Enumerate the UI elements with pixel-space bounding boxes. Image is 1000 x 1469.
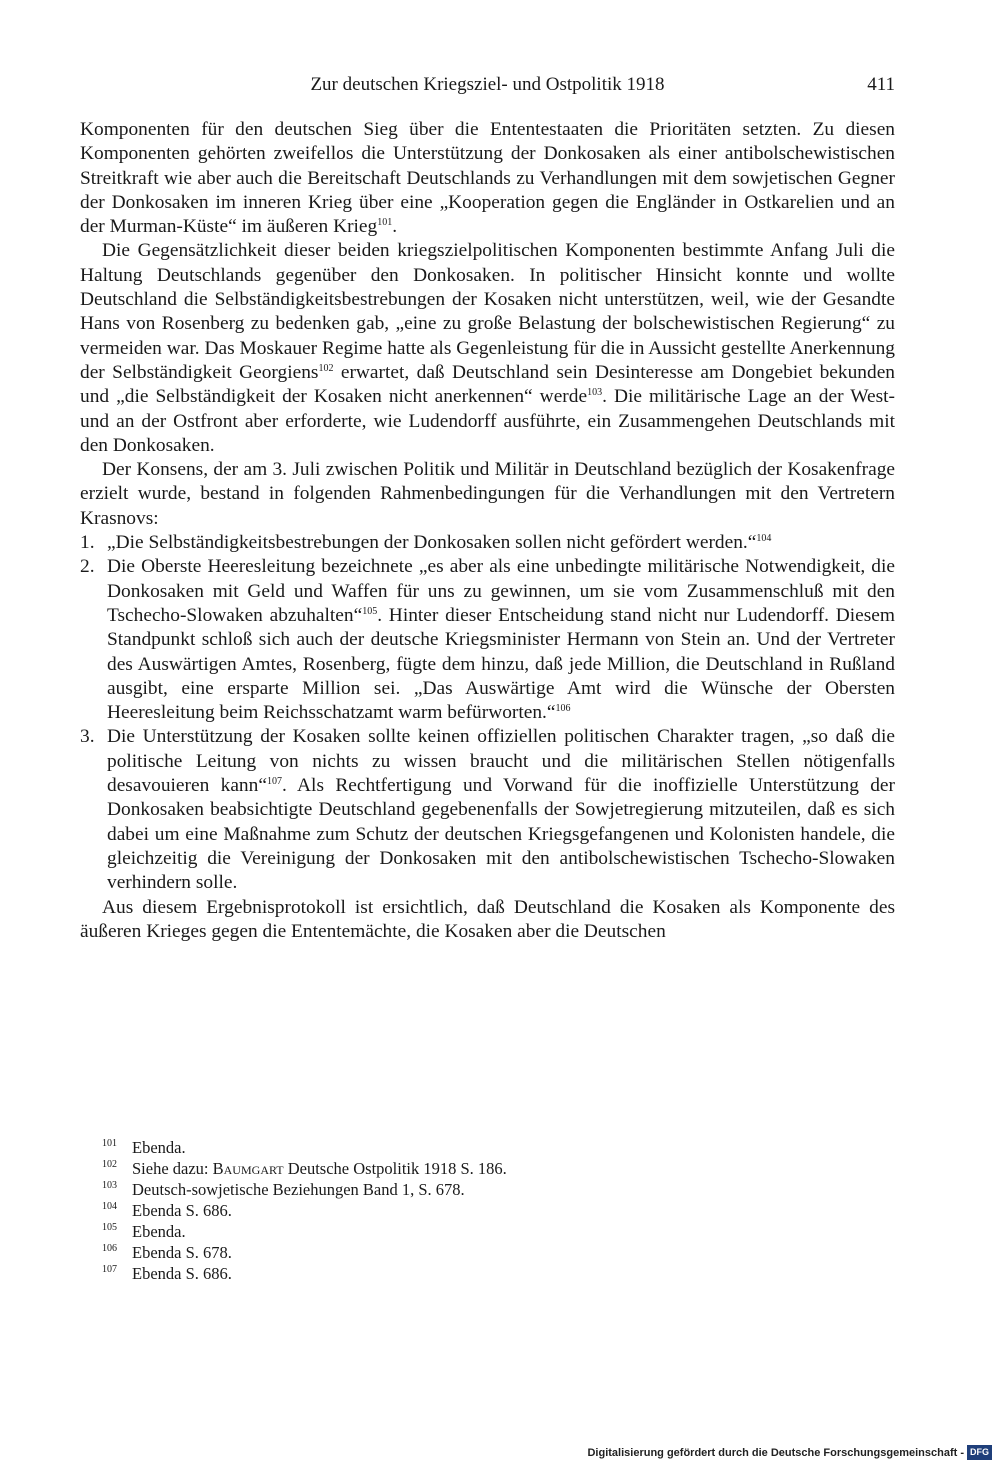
footnote-number: 103: [102, 1180, 117, 1191]
footnote-text: Ebenda S. 686.: [132, 1201, 232, 1220]
paragraph-text: Die Gegensätzlichkeit dieser beiden kriegszielpolitischen Komponenten bestimmte Anfang Juli die Haltung Deutschlands gegenüber den Donkosaken. In politischer Hinsicht konnte und wollte Deutschland die Selbständigkeitsbestrebungen der Kosaken nicht unterstützen, weil, wie der Gesandte Hans von Rosenberg zu bedenken gab, „eine zu große Belastung der bolschewistischen Regierung“ zu vermeiden war. Das Moskauer Regime hatte als Gegenleistung für die in Aussicht gestellte Anerkennung der Selbständigkeit Georgiens: [80, 240, 895, 383]
footnote-ref-106[interactable]: 106: [555, 703, 571, 715]
footnote-104: [102, 1200, 802, 1221]
footnote-text: Ebenda S. 678.: [132, 1243, 232, 1262]
paragraph-text: . Die militärische Lage an der West- und an der Ostfront aber erforderte, wie Ludendorff ausführte, ein Zusammengehen Deutschlands mit den Donkosaken.: [80, 386, 895, 456]
footnote-ref-107[interactable]: 107: [266, 776, 282, 788]
list-text: . Hinter dieser Entscheidung stand nicht nur Ludendorff. Diesem Standpunkt schloß sich auch der deutsche Kriegsminister Hermann von Stein an. Und der Vertreter des Auswärtigen Amtes, Rosenberg, fügte dem hinzu, daß jede Million, die Deutschland in Rußland ausgibt, eine ersparte Million sei. „Das Auswärtige Amt wird die Wünsche der Obersten Heeresleitung beim Reichsschatzamt warm befürworten.“: [107, 604, 895, 724]
dfg-logo: DFG: [967, 1445, 992, 1460]
paragraph-4: [80, 896, 895, 945]
footnote-text: Ebenda.: [132, 1138, 186, 1157]
footnote-number: 106: [102, 1243, 117, 1254]
paragraph-2: [80, 239, 895, 458]
paragraph-text: Komponenten für den deutschen Sieg über die Ententestaaten die Prioritäten setzten. Zu diesen Komponenten gehörten zweifellos die Unterstützung der Donkosaken als einer antibolschewistischen Streitkraft wie aber auch die Bereitschaft Deutschlands zu Verhandlungen mit dem sowjetischen Gegner der Donkosaken im inneren Krieg über eine „Kooperation gegen die Engländer in Ostkarelien und an der Murman-Küste“ im äußeren Krieg: [80, 119, 895, 238]
footnote-author: Baumgart: [212, 1159, 284, 1178]
footnote-105: [102, 1221, 802, 1242]
conditions-list: [80, 531, 895, 895]
list-number: 1.: [80, 532, 95, 554]
paragraph-text: .: [392, 216, 398, 238]
page-number: 411: [867, 74, 895, 95]
footnote-ref-103[interactable]: 103: [587, 387, 603, 399]
credit-text: Digitalisierung gefördert durch die Deutsche Forschungsgemeinschaft -: [587, 1446, 964, 1459]
footnote-number: 104: [102, 1201, 117, 1212]
footnote-102: [102, 1158, 802, 1179]
footnotes: [102, 1137, 802, 1284]
footnote-text: Siehe dazu:: [132, 1159, 213, 1178]
footnote-106: [102, 1242, 802, 1263]
list-number: 2.: [80, 556, 95, 578]
list-number: 3.: [80, 726, 95, 748]
footnote-text: Ebenda S. 686.: [132, 1264, 232, 1283]
list-item: [80, 531, 895, 555]
list-text: „Die Selbständigkeitsbestrebungen der Donkosaken sollen nicht gefördert werden.“: [107, 532, 757, 554]
footnote-107: [102, 1263, 802, 1284]
footnote-number: 105: [102, 1222, 117, 1233]
digitization-credit: [587, 1445, 992, 1460]
footnote-ref-105[interactable]: 105: [362, 605, 378, 617]
list-item: [80, 725, 895, 895]
footnote-number: 102: [102, 1159, 117, 1170]
paragraph-text: Aus diesem Ergebnisprotokoll ist ersichtlich, daß Deutschland die Kosaken als Komponente des äußeren Krieges gegen die Ententemächte, die Kosaken aber die Deutschen: [80, 896, 895, 942]
footnote-text: Deutsch-sowjetische Beziehungen Band 1, S. 678.: [132, 1180, 465, 1199]
footnote-number: 101: [102, 1138, 117, 1149]
paragraph-1: [80, 118, 895, 239]
footnote-number: 107: [102, 1264, 117, 1275]
footnote-ref-104[interactable]: 104: [756, 533, 772, 545]
footnote-103: [102, 1179, 802, 1200]
paragraph-3: [80, 458, 895, 531]
paragraph-text: Der Konsens, der am 3. Juli zwischen Politik und Militär in Deutschland bezüglich der Kosakenfrage erzielt wurde, bestand in folgenden Rahmenbedingungen für die Verhandlungen mit den Vertretern Krasnovs:: [80, 459, 895, 529]
list-item: [80, 555, 895, 725]
page-header: [80, 70, 895, 100]
footnote-ref-102[interactable]: 102: [318, 362, 334, 374]
paragraph-text: erwartet, daß Deutschland sein Desinteresse am Dongebiet bekunden und „die Selbständigkeit der Kosaken nicht anerkennen“ werde: [80, 361, 895, 408]
footnote-text: Ebenda.: [132, 1222, 186, 1241]
list-text: Die Unterstützung der Kosaken sollte keinen offiziellen politischen Charakter tragen, „so daß die politische Leitung von nichts zu wissen braucht und die militärischen Stellen nötigenfalls desavouieren kann“: [107, 726, 895, 797]
footnote-101: [102, 1137, 802, 1158]
footnote-text: Deutsche Ostpolitik 1918 S. 186.: [283, 1159, 507, 1178]
list-text: Die Oberste Heeresleitung bezeichnete „es aber als eine unbedingte militärische Notwendigkeit, die Donkosaken mit Geld und Waffen für uns zu gewinnen, um sie vom Zusammenschluß mit den Tschecho-Slowaken abzuhalten“: [107, 556, 895, 626]
body-text: [80, 118, 895, 944]
list-text: . Als Rechtfertigung und Vorwand für die inoffizielle Unterstützung der Donkosaken beabsichtigte Deutschland gegebenenfalls der Sowjetregierung mitzuteilen, daß es sich dabei um eine Maßnahme zum Schutz der deutschen Kriegsgefangenen und Kolonisten handele, die gleichzeitig die Vereinigung der Donkosaken mit den antibolschewistischen Tschecho-Slowaken verhindern solle.: [107, 775, 895, 894]
footnote-ref-101[interactable]: 101: [377, 217, 393, 229]
running-title: Zur deutschen Kriegsziel- und Ostpolitik 1918: [310, 74, 665, 95]
